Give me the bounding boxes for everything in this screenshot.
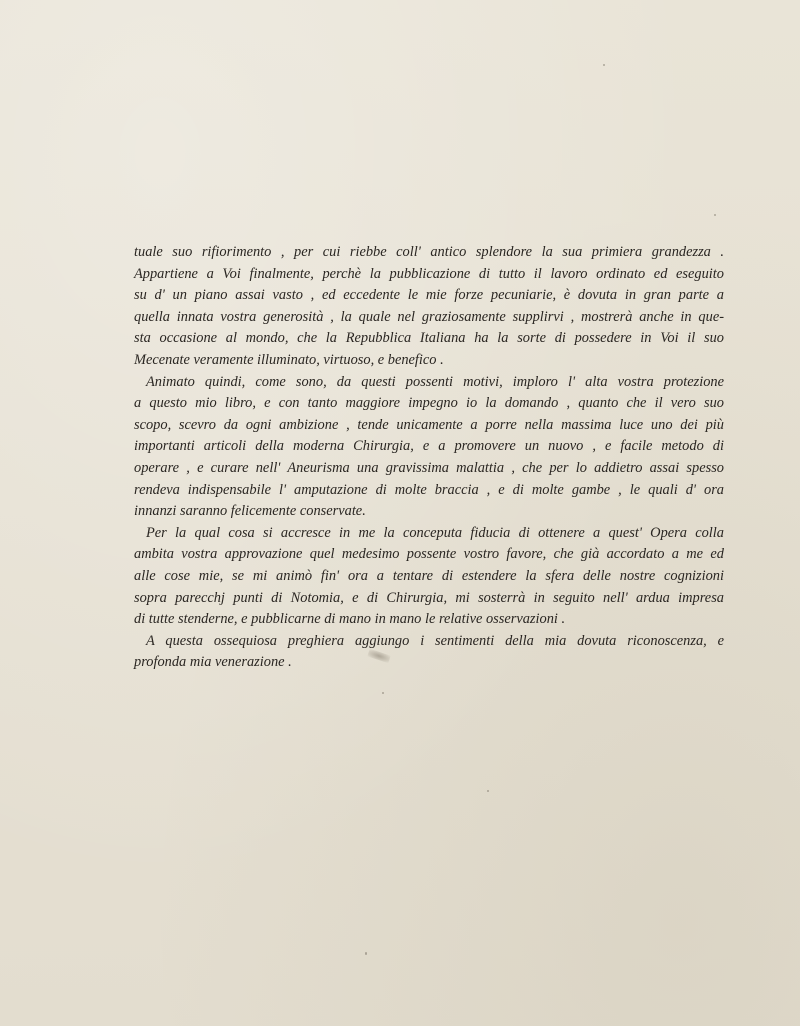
text-line: Mecenate veramente illuminato, virtuoso, e benefico .: [134, 351, 444, 368]
text-line: a questo mio libro, e con tanto maggiore impegno io la domando , quanto che il vero suo: [134, 395, 724, 412]
text-line: sta occasione al mondo, che la Repubblica Italiana ha la sorte di possedere in Voi il suo: [134, 330, 724, 347]
text-line: tuale suo rifiorimento , per cui riebbe coll' antico splendore la sua primiera grandezza .: [134, 244, 724, 260]
paper-speck: [603, 64, 605, 66]
text-line: innanzi saranno felicemente conservate.: [134, 503, 366, 520]
text-line: Appartiene a Voi finalmente, perchè la pubblicazione di tutto il lavoro ordinato ed eseguito: [134, 265, 724, 282]
text-line: su d' un piano assai vasto , ed eccedente le mie forze pecuniarie, è dovuta in gran parte a: [134, 287, 724, 304]
text-line: profonda mia venerazione .: [134, 654, 292, 671]
paper-speck: [487, 790, 489, 792]
text-line: di tutte stenderne, e pubblicarne di mano in mano le relative osservazioni .: [134, 611, 566, 628]
paper-speck: [365, 952, 367, 955]
paper-speck: [382, 692, 384, 694]
text-line: Per la qual cosa si accresce in me la conceputa fiducia di ottenere a quest' Opera colla: [146, 524, 724, 541]
body-text: [134, 242, 724, 674]
text-line: importanti articoli della moderna Chirurgia, e a promovere un nuovo , e facile metodo di: [134, 438, 724, 455]
text-line: alle cose mie, se mi animò fin' ora a tentare di estendere la sfera delle nostre cognizioni: [134, 567, 724, 584]
text-line: A questa ossequiosa preghiera aggiungo i sentimenti della mia dovuta riconoscenza, e: [146, 632, 724, 649]
text-line: rendeva indispensabile l' amputazione di molte braccia , e di molte gambe , le quali d' ora: [134, 481, 724, 498]
text-line: scopo, scevro da ogni ambizione , tende unicamente a porre nella massima luce uno dei più: [134, 416, 724, 433]
text-line: operare , e curare nell' Aneurisma una gravissima malattia , che per lo addietro assai spesso: [134, 459, 724, 476]
text-line: sopra parecchj punti di Notomia, e di Chirurgia, mi sosterrà in seguito nell' ardua impresa: [134, 589, 724, 606]
paper-speck: [714, 214, 716, 216]
text-line: Animato quindi, come sono, da questi possenti motivi, imploro l' alta vostra protezione: [146, 373, 724, 390]
show-through-text: [290, 108, 530, 168]
text-line: ambita vostra approvazione quel medesimo possente vostro favore, che già accordato a me ed: [134, 546, 724, 563]
text-line: quella innata vostra generosità , la quale nel graziosamente supplirvi , mostrerà anche in que-: [134, 308, 724, 325]
